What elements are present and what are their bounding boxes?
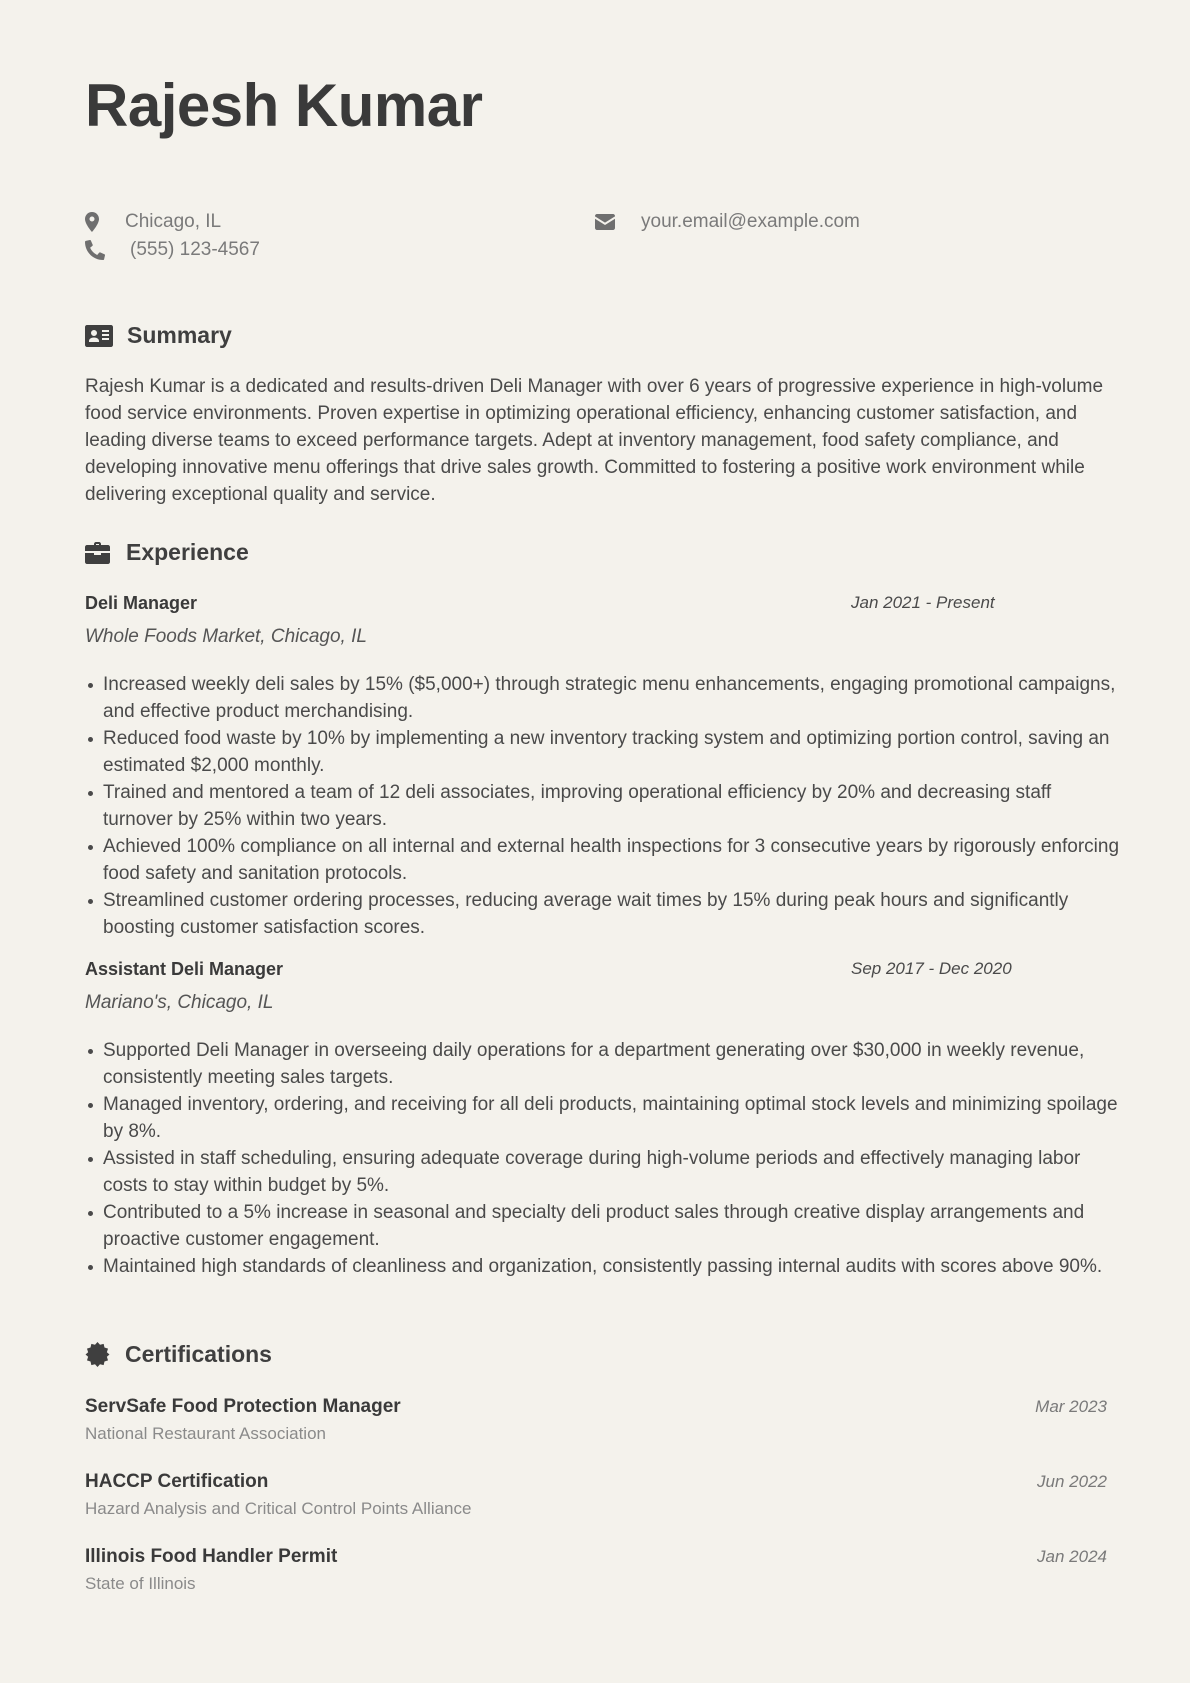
badge-certificate-icon: [85, 1342, 110, 1367]
job-bullet: Maintained high standards of cleanliness and organization, consistently passing internal audits with scores above 90%.: [103, 1253, 1125, 1280]
job-title: Assistant Deli Manager: [85, 959, 284, 979]
email-text[interactable]: your.email@example.com: [641, 211, 860, 232]
certification-date: Jan 2024: [1037, 1547, 1107, 1566]
contact-phone: [85, 239, 260, 261]
job-title: Deli Manager: [85, 593, 198, 613]
job-date: Sep 2017 - Dec 2020: [851, 959, 1012, 978]
job-bullet: Achieved 100% compliance on all internal and external health inspections for 3 consecutive years by rigorously enforcing food safety and sanitation protocols.: [103, 833, 1125, 887]
certification-org: National Restaurant Association: [85, 1424, 326, 1443]
job-bullet: Assisted in staff scheduling, ensuring adequate coverage during high-volume periods and effectively managing labor costs to stay within budget by 5%.: [103, 1145, 1125, 1199]
candidate-name: Rajesh Kumar: [85, 72, 483, 139]
contact-location: [85, 211, 221, 233]
certification-name: Illinois Food Handler Permit: [85, 1546, 338, 1567]
certification-name: HACCP Certification: [85, 1471, 269, 1492]
certification-org: Hazard Analysis and Critical Control Points Alliance: [85, 1499, 472, 1518]
certification-org: State of Illinois: [85, 1574, 196, 1593]
job-bullet: Reduced food waste by 10% by implementing a new inventory tracking system and optimizing portion control, saving an estimated $2,000 monthly.: [103, 725, 1125, 779]
job-bullet: Managed inventory, ordering, and receiving for all deli products, maintaining optimal stock levels and minimizing spoilage by 8%.: [103, 1091, 1125, 1145]
job-bullets: [85, 671, 1125, 941]
job-bullets: [85, 1037, 1125, 1280]
certification-date: Mar 2023: [1035, 1397, 1107, 1416]
briefcase-icon: [85, 542, 110, 564]
contact-email: [595, 211, 860, 233]
job-bullet: Supported Deli Manager in overseeing daily operations for a department generating over $30,000 in weekly revenue, consistently meeting sales targets.: [103, 1037, 1125, 1091]
phone-text: (555) 123-4567: [130, 239, 260, 260]
job-company: Mariano's, Chicago, IL: [85, 992, 274, 1013]
phone-icon: [85, 240, 105, 260]
summary-heading-text: Summary: [127, 322, 232, 348]
certifications-heading: [85, 1341, 272, 1368]
job-date: Jan 2021 - Present: [851, 593, 995, 612]
experience-heading: [85, 539, 249, 566]
map-marker-icon: [85, 212, 99, 232]
certification-date: Jun 2022: [1037, 1472, 1107, 1491]
location-text: Chicago, IL: [125, 211, 222, 232]
id-card-icon: [85, 325, 113, 347]
certifications-heading-text: Certifications: [125, 1341, 272, 1367]
summary-text: Rajesh Kumar is a dedicated and results-driven Deli Manager with over 6 years of progressive experience in high-volume food service environments. Proven expertise in optimizing operational efficiency, enhancing customer satisfaction, and leading diverse teams to exceed performance targets. Adept at inventory management, food safety compliance, and developing innovative menu offerings that drive sales growth. Committed to fostering a positive work environment while delivering exceptional quality and service.: [85, 376, 1104, 505]
job-bullet: Trained and mentored a team of 12 deli associates, improving operational efficiency by 20% and decreasing staff turnover by 25% within two years.: [103, 779, 1125, 833]
certification-name: ServSafe Food Protection Manager: [85, 1396, 401, 1417]
job-bullet: Increased weekly deli sales by 15% ($5,000+) through strategic menu enhancements, engaging promotional campaigns, and effective product merchandising.: [103, 671, 1125, 725]
job-company: Whole Foods Market, Chicago, IL: [85, 626, 367, 647]
summary-heading: [85, 322, 232, 349]
envelope-icon: [595, 214, 615, 230]
job-bullet: Streamlined customer ordering processes, reducing average wait times by 15% during peak hours and significantly boosting customer satisfaction scores.: [103, 887, 1125, 941]
job-bullet: Contributed to a 5% increase in seasonal and specialty deli product sales through creative display arrangements and proactive customer engagement.: [103, 1199, 1125, 1253]
experience-heading-text: Experience: [126, 539, 249, 565]
